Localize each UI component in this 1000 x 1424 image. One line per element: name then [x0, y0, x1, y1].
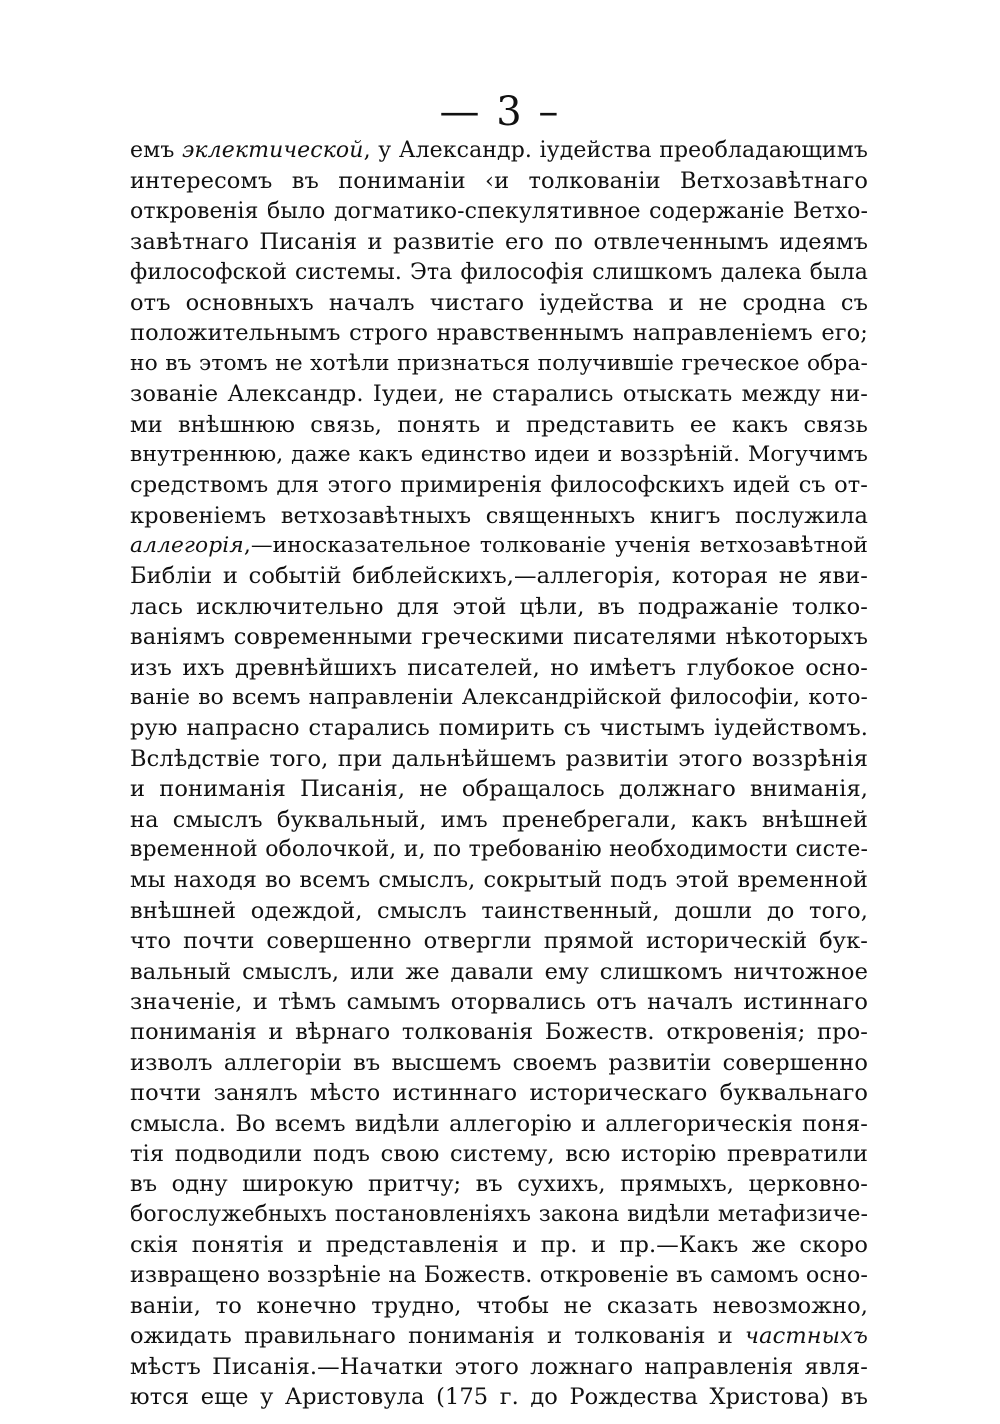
line-text: отъ основныхъ началъ чистаго іудейства и не сродна съ	[130, 289, 868, 316]
text-line	[130, 1230, 868, 1260]
line-text: пониманія и вѣрнаго толкованія Божеств. откровенія; про-	[130, 1019, 868, 1046]
line-text: смысла. Во всемъ видѣли аллегорію и аллегорическія поня-	[130, 1110, 868, 1137]
page-number: — 3 –	[439, 89, 561, 135]
line-text: мы находя во всемъ смыслъ, сокрытый подъ этой временной	[130, 867, 868, 894]
text-line	[130, 440, 868, 470]
text-line	[130, 1169, 868, 1199]
line-text: ваніе во всемъ направленіи Александрійской философіи, кото-	[130, 685, 868, 711]
text-line	[130, 349, 868, 379]
text-line	[130, 653, 868, 683]
line-text: временной оболочкой, и, по требованію необходимости систе-	[130, 836, 868, 862]
body-text	[130, 136, 868, 1412]
line-text: откровенія было догматико-спекулятивное содержаніе Ветхо-	[130, 198, 868, 224]
text-line	[130, 1291, 868, 1321]
text-line	[130, 318, 868, 348]
text-line	[130, 1260, 868, 1290]
line-text: , у Александр. іудейства преобладающимъ	[363, 138, 869, 163]
line-text: и пониманія Писанія, не обращалось должнаго вниманія,	[130, 776, 868, 803]
line-text: изволъ аллегоріи въ высшемъ своемъ развитіи совершенно	[130, 1049, 868, 1076]
text-line	[130, 197, 868, 227]
text-line	[130, 136, 868, 166]
text-line	[130, 896, 868, 926]
text-line	[130, 835, 868, 865]
text-line	[130, 1048, 868, 1078]
text-line	[130, 501, 868, 531]
text-line	[130, 1017, 868, 1047]
line-text: ются еще у Аристовула (175 г. до Рождества Христова) въ	[130, 1384, 868, 1411]
line-text: ,—иносказательное толкованіе ученія ветхозавѣтной	[243, 533, 868, 559]
text-line	[130, 1352, 868, 1382]
text-line	[130, 926, 868, 956]
text-line	[130, 379, 868, 409]
line-text: ожидать правильнаго пониманія и толкованія и	[130, 1323, 746, 1350]
line-text: ваніямъ современными греческими писателями нѣкоторыхъ	[130, 624, 868, 651]
line-text: завѣтнаго Писанія и развитіе его по отвлеченнымъ идеямъ	[130, 229, 868, 256]
line-text: что почти совершенно отвергли прямой историческій бук-	[130, 928, 868, 955]
text-line	[130, 1321, 868, 1351]
line-text: ми внѣшнюю связь, понять и представить ее какъ связь	[130, 411, 868, 438]
italic-text: аллегорія	[130, 533, 244, 559]
text-line	[130, 622, 868, 652]
text-line	[130, 531, 868, 561]
line-text: извращено воззрѣніе на Божеств. откровеніе въ самомъ осно-	[130, 1262, 868, 1289]
text-line	[130, 805, 868, 835]
line-text: емъ	[130, 138, 183, 163]
text-line	[130, 957, 868, 987]
line-text: Вслѣдствіе того, при дальнѣйшемъ развитіи этого воззрѣнія	[130, 745, 868, 772]
text-line	[130, 592, 868, 622]
line-text: богослужебныхъ постановленіяхъ закона видѣли метафизиче-	[130, 1201, 868, 1227]
line-text: положительнымъ строго нравственнымъ направленіемъ его;	[130, 320, 868, 347]
line-text: въ одну широкую притчу; въ сухихъ, прямыхъ, церковно-	[130, 1171, 868, 1198]
line-text: но въ этомъ не хотѣли признаться получившіе греческое обра-	[130, 350, 868, 376]
line-text: мѣстъ Писанія.—Начатки этого ложнаго направленія явля-	[130, 1353, 868, 1380]
text-line	[130, 1382, 868, 1412]
line-text: ваніи, то конечно трудно, чтобы не сказать невозможно,	[130, 1292, 868, 1319]
text-line	[130, 1078, 868, 1108]
text-line	[130, 166, 868, 196]
text-line	[130, 987, 868, 1017]
line-text: почти занялъ мѣсто истиннаго историческаго буквальнаго	[130, 1080, 868, 1107]
line-text: философской системы. Эта философія слишкомъ далека была	[130, 259, 868, 285]
text-line	[130, 774, 868, 804]
line-text: интересомъ въ пониманіи ‹и толкованіи Ветхозавѣтнаго	[130, 168, 868, 195]
text-line	[130, 865, 868, 895]
italic-text: частныхъ	[745, 1323, 868, 1350]
line-text: на смыслъ буквальный, имъ пренебрегали, какъ внѣшней	[130, 806, 868, 833]
line-text: внѣшней одеждой, смыслъ таинственный, дошли до того,	[130, 897, 868, 924]
text-line	[130, 410, 868, 440]
line-text: внутреннюю, даже какъ единство идеи и воззрѣній. Могучимъ	[130, 441, 868, 467]
line-text: зованіе Александр. Іудеи, не старались отыскать между ни-	[130, 381, 868, 408]
line-text: средствомъ для этого примиренія философскихъ идей съ от-	[130, 472, 868, 499]
line-text: Библіи и событій библейскихъ,—аллегорія, которая не яви-	[130, 563, 868, 590]
text-line	[130, 1109, 868, 1139]
italic-text: эклектической	[182, 138, 364, 163]
text-line	[130, 683, 868, 713]
line-text: рую напрасно старались помирить съ чистымъ іудействомъ.	[130, 715, 868, 742]
text-line	[130, 561, 868, 591]
line-text: тія подводили подъ свою систему, всю исторію превратили	[130, 1140, 868, 1167]
line-text: скія понятія и представленія и пр. и пр.—Какъ же скоро	[130, 1232, 868, 1259]
text-line	[130, 1139, 868, 1169]
line-text: изъ ихъ древнѣйшихъ писателей, но имѣетъ глубокое осно-	[130, 654, 868, 681]
line-text: вальный смыслъ, или же давали ему слишкомъ ничтожное	[130, 958, 868, 985]
text-line	[130, 1200, 868, 1230]
line-text: кровеніемъ ветхозавѣтныхъ священныхъ книгъ послужила	[130, 502, 868, 529]
text-line	[130, 713, 868, 743]
text-line	[130, 258, 868, 288]
line-text: значеніе, и тѣмъ самымъ оторвались отъ началъ истиннаго	[130, 988, 868, 1015]
text-line	[130, 288, 868, 318]
text-line	[130, 744, 868, 774]
line-text: лась исключительно для этой цѣли, въ подражаніе толко-	[130, 593, 868, 620]
text-line	[130, 227, 868, 257]
text-line	[130, 470, 868, 500]
